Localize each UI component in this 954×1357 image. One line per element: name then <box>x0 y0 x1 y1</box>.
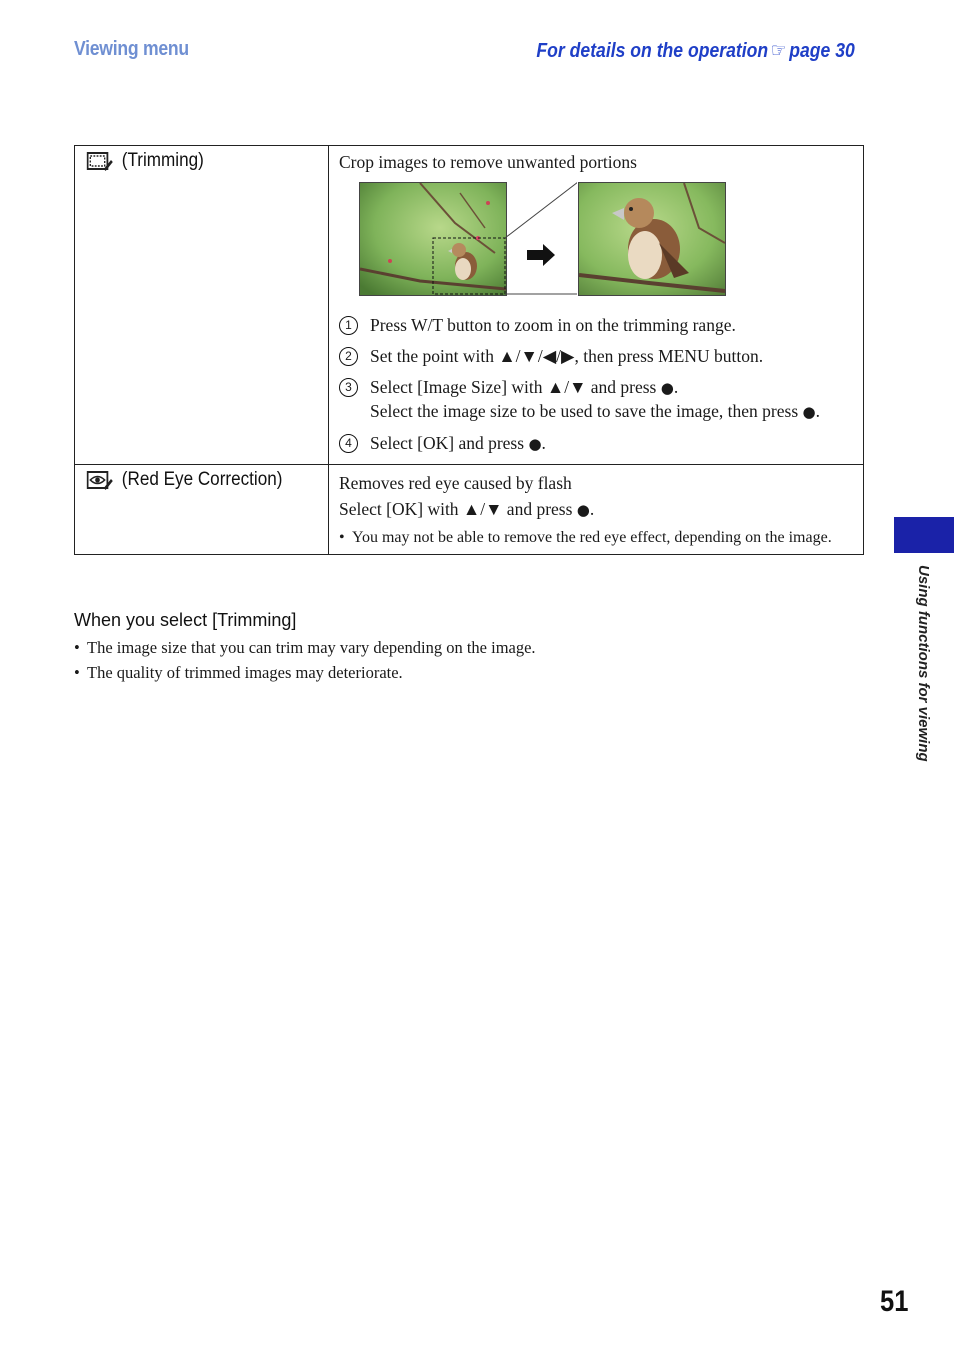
section-tab-marker <box>894 517 954 553</box>
details-prefix: For details on the operation <box>536 40 769 62</box>
trimming-label: (Trimming) <box>121 150 204 171</box>
trimming-notes <box>74 610 864 684</box>
note-item <box>74 662 864 684</box>
red-eye-line1: Removes red eye caused by flash <box>339 473 572 493</box>
trimming-intro: Crop images to remove unwanted portions <box>339 152 637 172</box>
step-text: Select [OK] and press ●. <box>370 433 546 453</box>
note-text: The quality of trimmed images may deteriorate. <box>87 663 403 682</box>
page-number: 51 <box>879 1285 908 1318</box>
item-cell <box>75 146 329 465</box>
step-text: Select [Image Size] with ▲/▼ and press ●. Select the image size to be used to save the image, then press ●. <box>370 377 820 421</box>
pointing-hand-icon: ☞ <box>771 40 787 62</box>
note-text: The image size that you can trim may vary depending on the image. <box>87 638 536 657</box>
menu-table <box>74 145 864 555</box>
step-text: Press W/T button to zoom in on the trimming range. <box>370 315 736 335</box>
trimming-step <box>339 376 853 424</box>
bird-photo-after <box>578 182 726 296</box>
red-eye-label: (Red Eye Correction) <box>121 469 283 490</box>
center-button-icon: ● <box>528 435 542 453</box>
step-number: 3 <box>339 378 358 397</box>
trimming-item <box>75 146 303 172</box>
center-button-icon: ● <box>802 403 816 421</box>
bullet: • <box>74 663 80 682</box>
red-eye-line2-text: Select [OK] with ▲/▼ and press <box>339 499 573 519</box>
trimming-step <box>339 432 853 456</box>
item-cell <box>75 465 329 555</box>
step-number: 1 <box>339 316 358 335</box>
center-button-icon: ● <box>576 501 590 519</box>
details-page-link[interactable]: page 30 <box>789 40 855 62</box>
center-button-icon: ● <box>660 379 674 397</box>
trimming-step <box>339 314 853 337</box>
step-number: 4 <box>339 434 358 453</box>
table-row <box>75 465 864 555</box>
step-text: Set the point with ▲/▼/◀/▶, then press MENU button. <box>370 346 764 366</box>
red-eye-note <box>339 527 853 548</box>
note-item <box>74 637 864 659</box>
step-number: 2 <box>339 347 358 366</box>
bird-photo-before <box>359 182 507 296</box>
zoom-arrow-icon <box>505 182 577 296</box>
red-eye-correction-icon <box>87 469 114 491</box>
red-eye-item <box>75 465 303 491</box>
red-eye-line2: Select [OK] with ▲/▼ and press ●. <box>339 499 595 519</box>
description-cell <box>329 146 864 465</box>
table-row <box>75 146 864 465</box>
trimming-step <box>339 345 853 368</box>
step-text-part: Select the image size to be used to save the image, then press <box>370 401 799 421</box>
bullet: • <box>74 638 80 657</box>
side-section-label: Using functions for viewing <box>915 565 932 762</box>
red-eye-note-text: You may not be able to remove the red eye effect, depending on the image. <box>352 529 832 546</box>
bullet: • <box>339 529 345 546</box>
trimming-illustration <box>359 182 853 304</box>
step-text-part: Select [OK] and press <box>370 433 525 453</box>
step-text-part: Select [Image Size] with ▲/▼ and press <box>370 377 657 397</box>
trimming-notes-heading: When you select [Trimming] <box>74 610 297 630</box>
trimming-icon <box>87 150 114 172</box>
details-reference <box>537 38 855 63</box>
description-cell <box>329 465 864 555</box>
section-title: Viewing menu <box>74 38 189 60</box>
